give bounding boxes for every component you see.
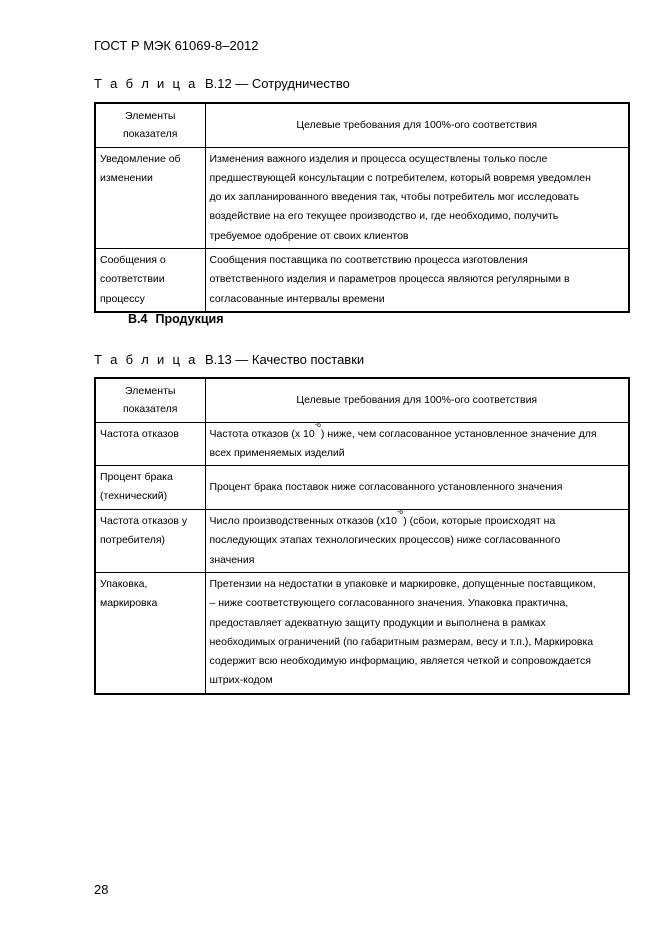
cell-line: Уведомление об	[100, 152, 181, 165]
table-row	[95, 572, 629, 693]
cell-line: штрих-кодом	[209, 674, 273, 687]
section-number: В.4	[128, 312, 148, 326]
cell-line: Процент брака поставок ниже согласованного установленного значения	[209, 480, 563, 493]
element-cell	[95, 466, 205, 510]
cell-line: изменении	[100, 171, 153, 184]
header-line: показателя	[123, 128, 178, 141]
table-row	[95, 510, 629, 573]
text-run: Частота отказов (х 10	[209, 427, 315, 440]
table-row	[95, 248, 629, 311]
cell-line: процессу	[100, 292, 145, 305]
cell-line: ответственного изделия и параметров процесса являются регулярными в	[209, 273, 570, 286]
section-heading	[128, 312, 224, 326]
superscript: -6	[314, 421, 321, 429]
cell-line: согласованные интервалы времени	[209, 292, 385, 305]
document-header: ГОСТ Р МЭК 61069-8–2012	[94, 38, 259, 53]
cell-line: значения	[209, 553, 255, 566]
cell-line: Сообщения поставщика по соответствию процесса изготовления	[209, 253, 528, 266]
table-12-caption	[94, 76, 350, 91]
table-header-row	[95, 103, 629, 147]
table-13-caption	[94, 352, 364, 367]
element-cell	[95, 510, 205, 573]
text-run: Число производственных отказов (х10	[209, 515, 397, 528]
cell-line: Частота отказов	[100, 427, 179, 440]
page-number: 28	[94, 882, 109, 897]
column-header-requirement: Целевые требования для 100%-ого соответствия	[205, 103, 629, 147]
cell-line: предоставляет адекватную защиту продукции и выполнена в рамках	[209, 616, 546, 629]
cell-line: потребителя)	[100, 534, 166, 547]
table-row	[95, 147, 629, 248]
cell-line	[209, 421, 625, 444]
table-13-caption-prefix: Т а б л и ц а	[94, 352, 198, 367]
requirement-cell	[205, 422, 629, 466]
cell-line	[209, 509, 625, 531]
table-12	[94, 102, 630, 313]
table-12-caption-title: В.12 — Сотрудничество	[204, 76, 350, 91]
table-12-caption-prefix: Т а б л и ц а	[94, 76, 198, 91]
header-line: Элементы	[125, 385, 176, 398]
cell-line: предшествующей консультации с потребителем, который вовремя уведомлен	[209, 171, 591, 184]
text-run: ) ниже, чем согласованное установленное значение для	[320, 427, 597, 440]
cell-line: до их запланированного введения так, чтобы потребитель мог исследовать	[209, 191, 579, 204]
cell-line: – ниже соответствующего согласованного значения. Упаковка практична,	[209, 597, 569, 610]
cell-line: воздействие на его текущее производство и, где необходимо, получить	[209, 210, 559, 223]
element-cell	[95, 422, 205, 466]
superscript: -6	[396, 509, 404, 517]
cell-line: маркировка	[100, 597, 158, 610]
element-cell	[95, 248, 205, 311]
cell-line: Сообщения о	[100, 253, 166, 266]
table-row	[95, 466, 629, 510]
cell-line: необходимых ограничений (по габаритным размерам, весу и т.п.), Маркировка	[209, 635, 594, 648]
element-cell	[95, 147, 205, 248]
cell-line: Процент брака	[100, 471, 173, 484]
cell-line: содержит всю необходимую информацию, является четкой и сопровождается	[209, 655, 591, 668]
cell-line: соответствии	[100, 273, 165, 286]
requirement-cell	[205, 466, 629, 510]
cell-line: Частота отказов у	[100, 515, 188, 528]
cell-line: Претензии на недостатки в упаковке и маркировке, допущенные поставщиком,	[209, 577, 596, 590]
requirement-cell	[205, 248, 629, 311]
table-13	[94, 377, 630, 695]
text-run: ) (сбои, которые происходят на	[403, 515, 556, 528]
cell-line: Упаковка,	[100, 577, 148, 590]
cell-line: последующих этапах технологических процессов) ниже согласованного	[209, 534, 561, 547]
cell-line: Изменения важного изделия и процесса осуществлены только после	[209, 152, 548, 165]
cell-line: всех применяемых изделий	[209, 446, 345, 459]
requirement-cell	[205, 572, 629, 693]
table-row	[95, 422, 629, 466]
cell-line: требуемое одобрение от своих клиентов	[209, 229, 409, 242]
section-title: Продукция	[155, 312, 224, 326]
cell-line: (технический)	[100, 490, 168, 503]
requirement-cell	[205, 147, 629, 248]
column-header-requirement: Целевые требования для 100%-ого соответствия	[205, 378, 629, 422]
header-line: показателя	[123, 403, 178, 416]
header-line: Элементы	[125, 110, 176, 123]
table-header-row	[95, 378, 629, 422]
column-header-element	[95, 378, 205, 422]
column-header-element	[95, 103, 205, 147]
requirement-cell	[205, 510, 629, 573]
table-13-caption-title: В.13 — Качество поставки	[204, 352, 365, 367]
element-cell	[95, 572, 205, 693]
